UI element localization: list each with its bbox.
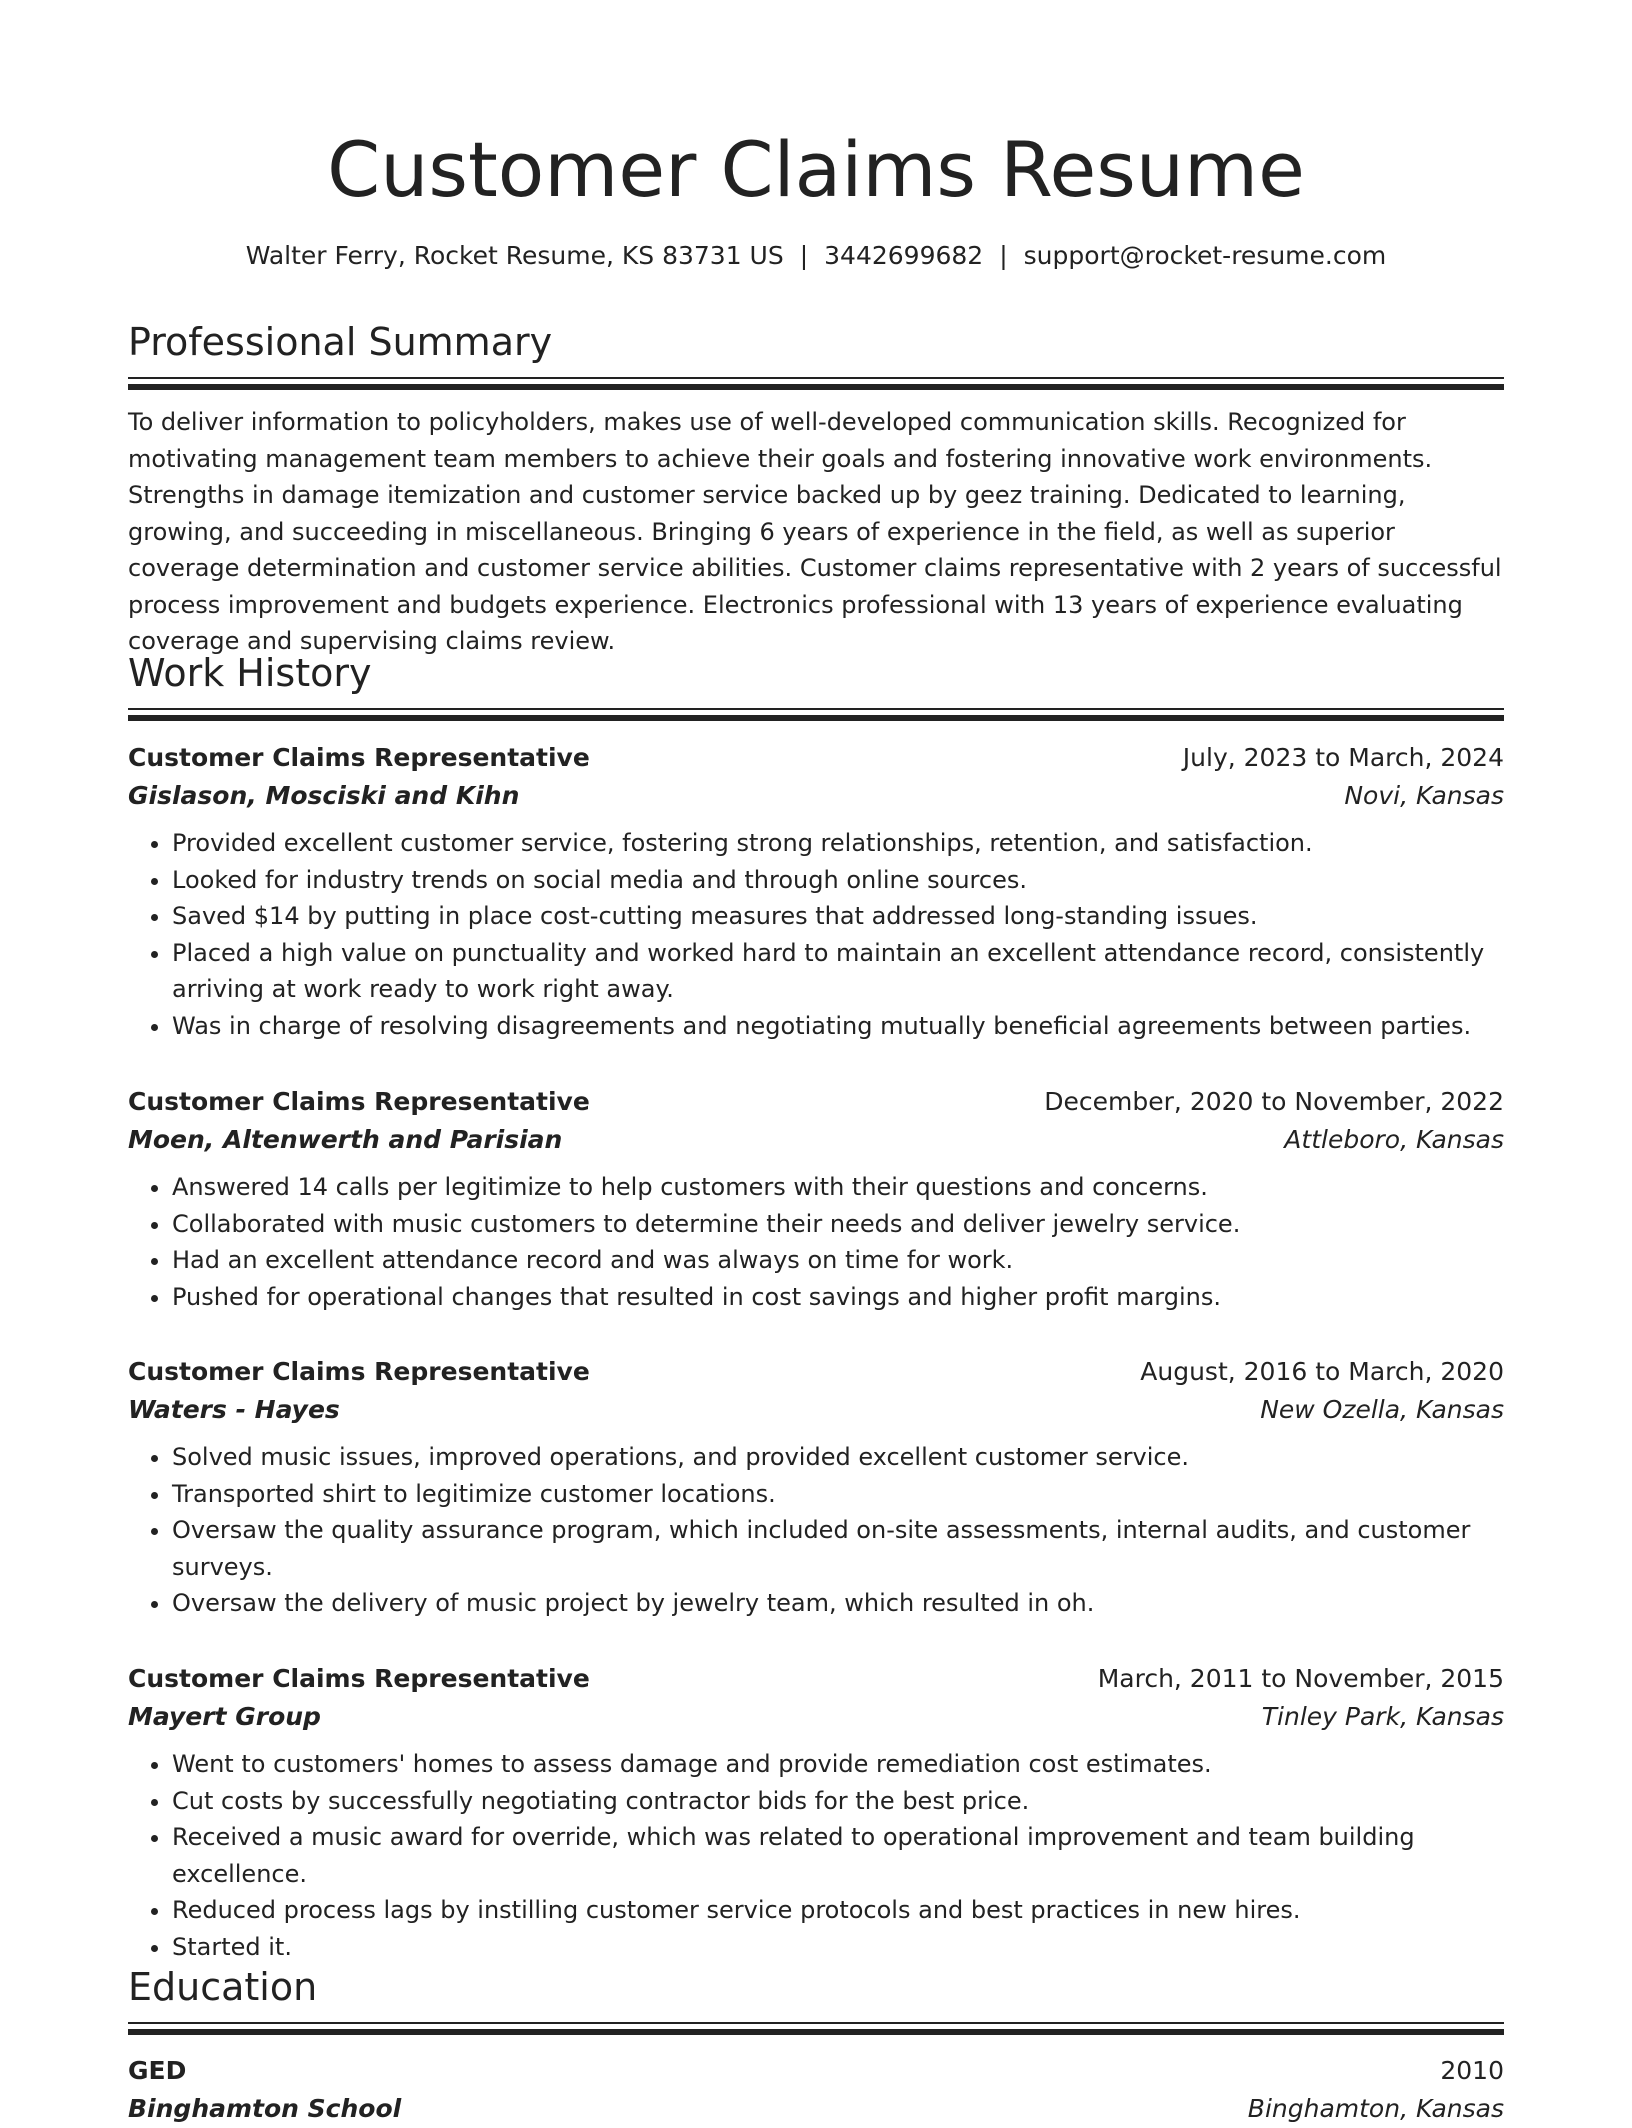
contact-line [128, 238, 1504, 274]
job-dates: August, 2016 to March, 2020 [1140, 1357, 1504, 1386]
job-location: Tinley Park, Kansas [1261, 1702, 1504, 1731]
job-title: Customer Claims Representative [128, 743, 590, 772]
resume-page [128, 0, 1504, 2123]
job-header-row [128, 1660, 1504, 1698]
education-section [128, 1962, 1504, 2035]
section-title-education: Education [128, 1965, 318, 2009]
job-dates: March, 2011 to November, 2015 [1097, 1664, 1504, 1693]
job-bullet: • Reduced process lags by instilling customer service protocols and best practices in new hires. [172, 1892, 1504, 1929]
job-entry [128, 1353, 1504, 1622]
page-title: Customer Claims Resume [327, 125, 1305, 214]
summary-section [128, 317, 1504, 660]
contact-address: Walter Ferry, Rocket Resume, KS 83731 US [245, 241, 784, 270]
section-title-work-history: Work History [128, 651, 372, 695]
job-header-row [128, 739, 1504, 777]
job-bullet: • Transported shirt to legitimize customer locations. [172, 1476, 1504, 1513]
job-bullet: • Answered 14 calls per legitimize to help customers with their questions and concerns. [172, 1169, 1504, 1206]
job-bullet: • Provided excellent customer service, fostering strong relationships, retention, and satisfaction. [172, 825, 1504, 862]
contact-separator: | [999, 241, 1008, 270]
contact-email: support@rocket-resume.com [1023, 241, 1387, 270]
section-divider [128, 708, 1504, 721]
job-company-row [128, 1391, 1504, 1429]
job-bullet: • Went to customers' homes to assess damage and provide remediation cost estimates. [172, 1746, 1504, 1783]
job-company-row [128, 777, 1504, 815]
job-bullet: • Cut costs by successfully negotiating contractor bids for the best price. [172, 1783, 1504, 1820]
education-year: 2010 [1440, 2056, 1504, 2085]
summary-text: To deliver information to policyholders, makes use of well-developed communication skills. Recognized for motivating management team members to achieve their goals and fostering innovative work environments. Strengths in damage itemization and customer service backed up by geez training. Dedicated to learning, growing, and succeeding in miscellaneous. Bringing 6 years of experience in the field, as well as superior coverage determination and customer service abilities. Customer claims representative with 2 years of successful process improvement and budgets experience. Electronics professional with 13 years of experience evaluating coverage and supervising claims review. [128, 408, 1502, 655]
job-bullet: • Looked for industry trends on social media and through online sources. [172, 862, 1504, 899]
job-bullet: • Was in charge of resolving disagreements and negotiating mutually beneficial agreements between parties. [172, 1008, 1504, 1045]
education-header-row [128, 2052, 1504, 2090]
job-company: Mayert Group [128, 1702, 321, 1731]
job-bullet: • Oversaw the delivery of music project by jewelry team, which resulted in oh. [172, 1585, 1504, 1622]
job-bullet-list [128, 1439, 1504, 1622]
job-bullet: • Placed a high value on punctuality and worked hard to maintain an excellent attendance record, consistently arriving at work ready to work right away. [172, 935, 1504, 1008]
contact-separator: | [799, 241, 809, 270]
job-bullet: • Collaborated with music customers to determine their needs and deliver jewelry service. [172, 1206, 1504, 1243]
job-bullet: • Started it. [172, 1929, 1504, 1966]
job-header-row [128, 1353, 1504, 1391]
job-title: Customer Claims Representative [128, 1357, 590, 1386]
job-company: Moen, Altenwerth and Parisian [128, 1125, 563, 1154]
education-school: Binghamton School [128, 2094, 402, 2123]
education-entry [128, 2052, 1504, 2128]
job-entry [128, 739, 1504, 1044]
job-dates: July, 2023 to March, 2024 [1182, 743, 1504, 772]
job-company-row [128, 1121, 1504, 1159]
job-title: Customer Claims Representative [128, 1664, 590, 1693]
job-bullet: • Pushed for operational changes that resulted in cost savings and higher profit margins. [172, 1279, 1504, 1316]
job-entry [128, 1083, 1504, 1315]
job-location: New Ozella, Kansas [1260, 1395, 1504, 1424]
education-location: Binghamton, Kansas [1247, 2094, 1504, 2123]
work-history-section [128, 648, 1504, 721]
job-location: Attleboro, Kansas [1284, 1125, 1504, 1154]
job-bullet-list [128, 1169, 1504, 1315]
job-bullet: • Oversaw the quality assurance program, which included on-site assessments, internal audits, and customer surveys. [172, 1512, 1504, 1585]
section-divider [128, 2022, 1504, 2035]
job-location: Novi, Kansas [1344, 781, 1504, 810]
section-title-summary: Professional Summary [128, 320, 553, 364]
job-bullet: • Received a music award for override, which was related to operational improvement and team building excellence. [172, 1819, 1504, 1892]
job-bullet-list [128, 825, 1504, 1044]
job-dates: December, 2020 to November, 2022 [1044, 1087, 1504, 1116]
job-company-row [128, 1698, 1504, 1736]
contact-phone: 3442699682 [824, 241, 984, 270]
job-bullet-list [128, 1746, 1504, 1965]
education-degree: GED [128, 2056, 187, 2085]
job-entry [128, 1660, 1504, 1965]
job-bullet: • Had an excellent attendance record and was always on time for work. [172, 1242, 1504, 1279]
job-title: Customer Claims Representative [128, 1087, 590, 1116]
job-company: Gislason, Mosciski and Kihn [128, 781, 520, 810]
job-company: Waters - Hayes [128, 1395, 340, 1424]
job-header-row [128, 1083, 1504, 1121]
job-bullet: • Saved $14 by putting in place cost-cutting measures that addressed long-standing issues. [172, 898, 1504, 935]
education-school-row [128, 2090, 1504, 2128]
section-divider [128, 377, 1504, 390]
job-bullet: • Solved music issues, improved operations, and provided excellent customer service. [172, 1439, 1504, 1476]
